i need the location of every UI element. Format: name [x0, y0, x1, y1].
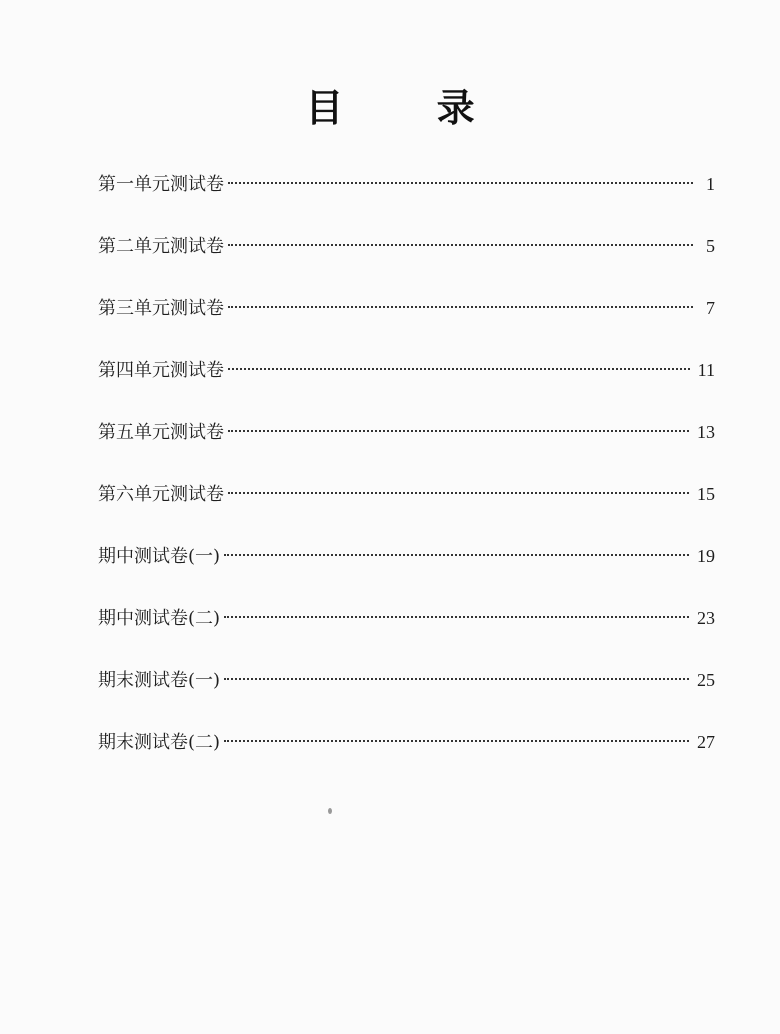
toc-leader-dots [228, 492, 689, 494]
toc-entry-page: 19 [697, 546, 715, 566]
toc-entry [98, 536, 715, 598]
toc-leader-dots [228, 244, 693, 246]
toc-leader-dots [224, 678, 689, 680]
toc-entry-page: 27 [697, 732, 715, 752]
table-of-contents [98, 164, 715, 784]
toc-entry [98, 164, 715, 226]
toc-entry [98, 474, 715, 536]
toc-entry-label: 第一单元测试卷 [98, 174, 224, 195]
toc-entry [98, 660, 715, 722]
toc-entry-page: 23 [697, 608, 715, 628]
toc-entry-label: 第六单元测试卷 [98, 484, 224, 505]
toc-leader-dots [228, 430, 689, 432]
toc-leader-dots [228, 368, 690, 370]
page-title: 目 录 [305, 85, 515, 130]
toc-leader-dots [224, 616, 689, 618]
toc-entry [98, 412, 715, 474]
toc-leader-dots [224, 554, 689, 556]
toc-entry-label: 期中测试卷(一) [98, 546, 221, 567]
toc-entry-label: 期末测试卷(二) [98, 732, 221, 753]
toc-entry [98, 722, 715, 784]
toc-entry-page: 5 [706, 236, 715, 256]
toc-leader-dots [228, 182, 693, 184]
toc-entry [98, 598, 715, 660]
toc-entry-page: 7 [706, 298, 715, 318]
toc-entry [98, 288, 715, 350]
toc-entry-label: 期末测试卷(一) [98, 670, 221, 691]
toc-entry-label: 第三单元测试卷 [98, 298, 224, 319]
toc-entry-page: 1 [706, 174, 715, 194]
paper-speck [328, 808, 332, 814]
toc-leader-dots [228, 306, 693, 308]
toc-entry-page: 15 [697, 484, 715, 504]
toc-entry-label: 期中测试卷(二) [98, 608, 221, 629]
toc-entry-page: 13 [697, 422, 715, 442]
toc-entry [98, 226, 715, 288]
toc-entry-page: 11 [697, 360, 715, 380]
toc-entry-page: 25 [697, 670, 715, 690]
toc-entry-label: 第二单元测试卷 [98, 236, 224, 257]
toc-entry [98, 350, 715, 412]
toc-entry-label: 第五单元测试卷 [98, 422, 224, 443]
toc-leader-dots [224, 740, 689, 742]
toc-entry-label: 第四单元测试卷 [98, 360, 224, 381]
